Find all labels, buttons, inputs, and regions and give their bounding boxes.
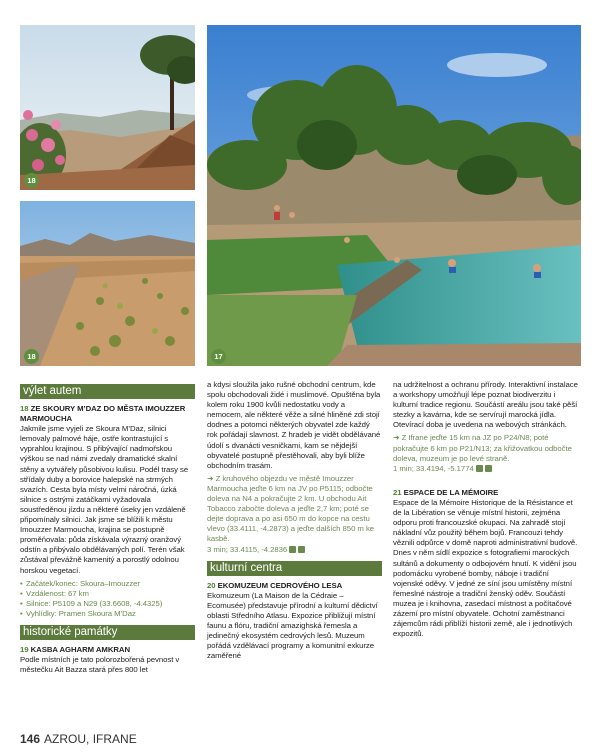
- column-2: [207, 380, 382, 661]
- section-header-vylet-autem: výlet autem: [20, 384, 195, 399]
- fact-distance: • Vzdálenost: 67 km: [20, 589, 195, 599]
- entry-18-title: 18 ZE SKOURY M’DAZ DO MĚSTA IMOUZZER MARMOUCHA: [20, 404, 186, 424]
- entry-20-title: 20 EKOMUZEUM CEDROVÉHO LESA: [207, 580, 343, 590]
- parking-icon: [476, 465, 483, 472]
- entry-number: 21: [393, 487, 402, 497]
- running-title: AZROU, IFRANE: [44, 732, 137, 746]
- photo-badge: 17: [211, 349, 226, 364]
- photo-desert-road: [20, 201, 195, 366]
- directions-20: ➜ Z Ifrane jeďte 15 km na JZ po P24/N8; poté pokračujte 6 km po P21/N13; za křižovatkou odbočte doleva, muzeum je po levé straně.: [393, 433, 572, 463]
- directions-19: ➜ Z kruhového objezdu ve městě Imouzzer Marmoucha jeďte 6 km na JV po P5115; odbočte doleva na N4 a pokračujte 2 km. U obchodu Ait Tobacco zabočte doleva a jeďte 2,7 km; poté se dejte doprava a po asi 650 m do kopce na cestu vlevo (33.4111, -4.2873) a jeďte dalších 850 m ke kasbě.: [207, 473, 375, 544]
- fact-start-end: • Začátek/konec: Skoura–Imouzzer: [20, 579, 195, 589]
- entry-19-text-continued: a kdysi sloužila jako rušné obchodní centrum, kde spolu obchodovali židé i muslimové. Opuštěna byla kolem roku 1900 kvůli nedostatku vody a nemocem, ale některé věže a silné hliněné zdi stojí dodnes a potomci některých obyvatel zde každý rok pořádají slavnost. Z hradeb je vidět obdělávané údolí s dvanácti vesničkami, kam se nějdejší obyvatelé postupně přestěhovali, aby byli blíže obchodním trasám.: [207, 380, 381, 470]
- photo-river-swimmers: [207, 25, 581, 366]
- entry-18-text: Jakmile jsme vyjeli ze Skoura M’Daz, silnici lemovaly palmové háje, ostře kontrastující s vyprahlou krajinou. S přibývající nadmořskou výškou se nad námi zvedaly dramatické skalní stěny a vytvářely působivou kulisu. Podél trasy se střídaly duby a borovice halepské na strmých svazích. Cesta byla místy velmi náročná, úzká silnice s ostrými zatáčkami vyžadovala soustředěnou jízdu a některé úseky jen vzdáleně připomínaly silnici. Jak jsme se blížili k městu Imouzzer Marmoucha, krajina se postupně proměňovala: půda získávala výrazný oranžový odstín a přibývalo obdělávaných polí. Terén však zůstával převážně kamenitý a porostlý odolnou horskou vegetací.: [20, 424, 189, 575]
- column-1: [20, 384, 195, 675]
- accessibility-icon: [485, 465, 492, 472]
- entry-number: 18: [20, 404, 29, 413]
- photo-spot-icon: [298, 546, 305, 553]
- route-facts: [20, 579, 195, 619]
- arrow-right-icon: ➜: [393, 433, 400, 443]
- photo-flowers-valley: [20, 25, 195, 190]
- entry-21-title: 21 ESPACE DE LA MÉMOIRE: [393, 487, 499, 497]
- entry-number: 19: [20, 644, 29, 654]
- page-footer: [20, 732, 137, 746]
- parking-icon: [289, 546, 296, 553]
- section-header-historicke-pamatky: historické památky: [20, 625, 195, 640]
- entry-number: 20: [207, 580, 216, 590]
- column-3: [393, 380, 579, 639]
- page-number: 146: [20, 732, 41, 746]
- entry-21-text: Espace de la Mémoire Historique de la Résistance et de la Libération se věnuje místní historii, zejména odporu proti francouzské okupaci. Na zahradě stojí nákladní vůz použitý během bojů. Francouzi tehdy věznili odpůrce v domě naproti administrativní budově. Dnes v něm sídlí expozice s fotografiemi marockých sultánů a dokumenty o odbojovém hnutí. K vidění jsou podomácku vyrobené bomby, náboje i tradiční vojenské oděvy. V jedné ze síní jsou umístěny místní řemeslné nástroje a tradiční ženský oděv. Součástí muzea je i knihovna, zasedací místnost a počítačové zázemí pro místní obyvatele. Ochotní zaměstnanci zájemcům rádi přiblíží historii země, ale i jednotlivých expozitů.: [393, 497, 578, 639]
- entry-19-title: 19 KASBA AGHARM AMKRAN: [20, 644, 131, 654]
- entry-20-text: Ekomuzeum (La Maison de la Cédraie – Ecomusée) představuje přírodní a kulturní dědictví oblasti Středního Atlasu. Expozice přibližují místní faunu a flóru, tradiční amazighská řemesla a jedinečný ekosystém cedrových lesů. Muzeum pořádá vzdělávací programy a komunitní exkurze zaměřené: [207, 590, 378, 661]
- photo-badge: 18: [24, 173, 39, 188]
- fact-viewpoints: • Vyhlídky: Pramen Skoura M’Daz: [20, 609, 195, 619]
- arrow-right-icon: ➜: [207, 473, 214, 483]
- entry-19-text: Podle místních je tato polorozbořená pevnost v městečku Ait Bazza stará přes 800 let: [20, 655, 180, 675]
- entry-20-text-continued: na udržitelnost a ochranu přírody. Interaktivní instalace a workshopy umožňují lépe poznat biodiverzitu i kulturní tradice regionu. Součástí areálu jsou také pěší stezky a kavárna, kde se servírují marocká jídla. Otevírací doba je uvedena na webových stránkách.: [393, 380, 578, 430]
- section-header-kulturni-centra: kulturní centra: [207, 561, 382, 576]
- photo-badge: 18: [24, 349, 39, 364]
- fact-road: • Silnice: P5109 a N29 (33.6608, -4.4325): [20, 599, 195, 609]
- coords-19: 3 min; 33.4115, -4.2836: [207, 545, 382, 555]
- coords-20: 1 min; 33.4194, -5.1774: [393, 464, 579, 474]
